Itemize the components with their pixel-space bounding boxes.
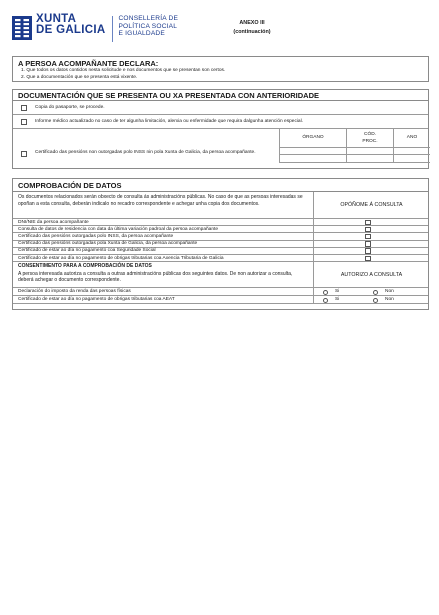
ano-field-1[interactable]	[393, 148, 430, 155]
ano-field-2[interactable]	[393, 155, 430, 163]
column-divider	[313, 219, 314, 225]
oppose-item-label: DNI/NIE da persoa acompañante	[18, 219, 89, 225]
oppose-row	[13, 241, 428, 248]
logo-line-2: DE GALICIA	[36, 24, 106, 36]
pensions-label: Certificado das pensións non outorgadas polo INSS nin pola Xunta de Galicia, da persoa acompañante.	[35, 150, 256, 155]
passport-label: Copia do pasaporte, se procede.	[35, 105, 105, 110]
oppose-row	[13, 226, 428, 233]
annex-subtitle: (continuación)	[233, 28, 271, 35]
medical-report-label: Informe médico actualizado no caso de ter algunha limitación, alerxia ou enfermidade que requira dalgunha atención especial.	[35, 119, 303, 124]
column-divider	[313, 255, 314, 261]
irpf-no-label: Non	[385, 289, 394, 295]
pensions-checkbox[interactable]	[21, 151, 27, 157]
aeat-yes-radio[interactable]	[323, 298, 328, 303]
department-name	[118, 15, 178, 38]
col-header-ano: ANO	[393, 129, 430, 148]
oppose-row	[13, 233, 428, 240]
oppose-row	[13, 255, 428, 262]
consent-text-block	[18, 263, 308, 284]
logo-line-1: XUNTA	[36, 13, 77, 25]
declaration-title: A PERSOA ACOMPAÑANTE DECLARA:	[18, 59, 159, 68]
declaration-section	[12, 56, 429, 82]
oppose-dni-checkbox[interactable]	[365, 220, 371, 226]
authorize-header: AUTORIZO A CONSULTA	[340, 272, 403, 279]
consent-title: CONSENTIMENTO PARA A COMPROBACIÓN DE DATOS	[18, 263, 152, 270]
oppose-item-label: Certificado das pensións outorgadas polo INSS, da persoa acompañante	[18, 233, 174, 239]
consent-intro-row	[13, 262, 428, 288]
aeat-yes-label: Si	[335, 297, 340, 303]
declaration-item: 2. Que a documentación que se presenta está vixente.	[21, 74, 138, 80]
documentation-section	[12, 89, 429, 169]
verification-intro-row	[13, 192, 428, 219]
dept-line-3: E IGUALDADE	[118, 30, 165, 38]
verification-title: COMPROBACIÓN DE DATOS	[13, 179, 428, 192]
authorize-row	[13, 288, 428, 296]
data-verification-section	[12, 178, 429, 310]
column-divider	[313, 288, 314, 295]
annex-title: ANEXO III	[239, 20, 265, 26]
page-header	[12, 14, 427, 50]
irpf-no-radio[interactable]	[373, 290, 378, 295]
oppose-row	[13, 219, 428, 226]
aeat-no-label: Non	[385, 297, 394, 303]
passport-checkbox[interactable]	[21, 105, 27, 111]
cod-proc-field-1[interactable]	[346, 148, 393, 155]
column-divider	[313, 226, 314, 232]
column-divider	[313, 233, 314, 239]
annex-heading	[222, 19, 282, 36]
col-header-cod: CÓD.	[364, 132, 376, 137]
column-divider	[313, 248, 314, 254]
oppose-item-label: Certificado das pensións outorgadas pola Xunta de Galicia, da persoa acompañante	[18, 241, 198, 247]
oppose-item-label: Certificado de estar ao día no pagamento coa Seguridade Social	[18, 248, 156, 254]
xunta-emblem-icon	[12, 16, 32, 40]
organo-field-1[interactable]	[279, 148, 346, 155]
declaration-item: 1. Que todos os datos contidos nesta solicitude e nos documentos que se presentan son certos.	[21, 68, 226, 73]
organo-field-2[interactable]	[279, 155, 346, 163]
oppose-xunta-pensions-checkbox[interactable]	[365, 241, 371, 247]
doc-row-passport	[13, 101, 428, 115]
aeat-no-radio[interactable]	[373, 298, 378, 303]
oppose-residence-checkbox[interactable]	[365, 227, 371, 233]
dept-line-2: POLÍTICA SOCIAL	[118, 22, 178, 30]
cod-proc-field-2[interactable]	[346, 155, 393, 163]
column-divider	[313, 296, 314, 303]
authorize-item-label: Certificado de estar ao día no pagamento de obrigas tributarias coa AEAT	[18, 297, 175, 303]
col-header-proc: PROC.	[362, 138, 378, 144]
oppose-header: OPÓÑOME Á CONSULTA	[340, 202, 403, 208]
logo-wordmark	[36, 14, 105, 36]
col-header-organo: ÓRGANO	[279, 129, 346, 148]
consent-intro: A persoa interesada autoriza a consulta a outras administracións públicas dos seguintes datos. De non autorizar a consulta, deberá achegar o documento correspondente.	[18, 270, 293, 284]
authorize-item-label: Declaración do imposto da renda das persoas físicas	[18, 289, 131, 295]
declaration-list	[13, 68, 428, 81]
medical-report-checkbox[interactable]	[21, 119, 27, 125]
oppose-social-security-checkbox[interactable]	[365, 248, 371, 254]
oppose-inss-checkbox[interactable]	[365, 234, 371, 240]
irpf-yes-radio[interactable]	[323, 290, 328, 295]
column-divider	[313, 241, 314, 247]
logo-divider	[112, 16, 113, 42]
oppose-row	[13, 248, 428, 255]
doc-row-medical	[13, 115, 428, 129]
xunta-logo	[12, 14, 178, 50]
irpf-yes-label: Si	[335, 289, 340, 295]
dept-line-1: CONSELLERÍA DE	[118, 15, 179, 22]
oppose-item-label: Certificado de estar ao día no pagamento de obrigas tributarias coa Axencia Tributaria de Galicia	[18, 255, 224, 261]
documentation-title: DOCUMENTACIÓN QUE SE PRESENTA OU XA PRESENTADA CON ANTERIORIDADE	[13, 90, 428, 101]
oppose-item-label: Consulta de datos de residencia con data da última variación padroal da persoa acompañante	[18, 226, 219, 232]
oppose-atriga-checkbox[interactable]	[365, 256, 371, 262]
authorize-row	[13, 296, 428, 304]
col-header-cod-proc	[346, 129, 393, 148]
verification-intro-text: Os documentos relacionados serán obxecto de consulta ás administracións públicas. No caso de que as persoas interesadas se opoñan a esta consulta, deberán indicalo no recadro correspondente e achegar unha copia dos documentos.	[18, 194, 303, 207]
